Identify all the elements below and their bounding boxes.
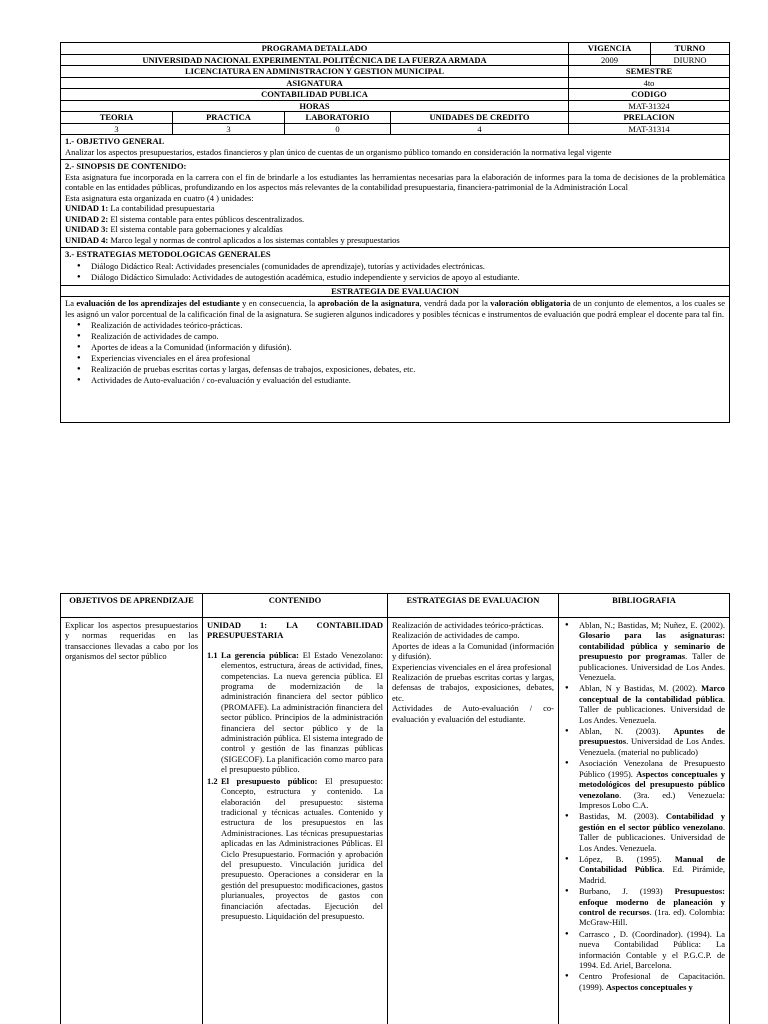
prelacion-value: MAT-31314 <box>569 123 730 135</box>
list-item: ● Aportes de ideas a la Comunidad (información y difusión). <box>65 342 725 353</box>
turno-value: DIURNO <box>651 54 730 66</box>
bib-item: ● Ablan, N y Bastidas, M. (2002). Marco conceptual de la contabilidad pública. Taller de publicaciones. Universidad de Los Andes. Venezuela. <box>563 683 725 725</box>
unidades-label: UNIDADES DE CREDITO <box>391 112 569 124</box>
list-item: Actividades de Auto-evaluación / co-evaluación y evaluación del estudiante. <box>392 703 554 724</box>
asignatura-value: CONTABILIDAD PUBLICA <box>61 89 569 101</box>
list-item: ● Experiencias vivenciales en el área profesional <box>65 353 725 364</box>
list-item: ● Realización de actividades teórico-prácticas. <box>65 320 725 331</box>
codigo-label: CODIGO <box>569 89 730 101</box>
detalle-table <box>60 593 730 1024</box>
vigencia-label: VIGENCIA <box>569 43 651 55</box>
bib-item: ● Bastidas, M. (2003). Contabilidad y gestión en el sector público venezolano. Taller de publicaciones. Universidad de Los Andes. Venezuela. <box>563 811 725 853</box>
bibliografia-cell <box>559 618 730 1024</box>
list-item: ● Diálogo Didáctico Simulado: Actividades de autogestión académica, estudio independiente y servicios de apoyo al estudiante. <box>65 272 725 283</box>
topic-item: 1.1 La gerencia pública: El Estado Venezolano: elementos, estructura, áreas de actividad, fines, competencias. La nueva gerencia pública. El programa de modernización de la administración financiera del sector público (PROMAFE). La administración financiera del sector público. Principios de la administración financiera del sector público y de la administración pública. El sistema integrado de control y gestión de las finanzas públicas (SIGECOF). La planificación como marco para el presupuesto público. <box>207 649 383 775</box>
sinopsis-text: Esta asignatura fue incorporada en la carrera con el fin de brindarle a los estudiantes las herramientas necesarias para la elaboración de informes para la toma de decisiones de la problemática contable en las entidades públicas, profundizando en los aspectos más relevantes de la contabilidad presupuestaria, financiera-patrimonial de la Administración Local <box>65 171 725 192</box>
sinopsis-unit: UNIDAD 3: El sistema contable para gobernaciones y alcaldías <box>65 224 283 234</box>
unidad-title: UNIDAD 1: LA CONTABILIDAD PRESUPUESTARIA <box>207 620 383 641</box>
objetivo-text: Analizar los aspectos presupuestarios, estados financieros y plan único de cuentas de un organismo público tomando en consideración la normativa legal vigente <box>65 146 612 157</box>
col-header-estrategias: ESTRATEGIAS DE EVALUACION <box>388 594 559 618</box>
turno-label: TURNO <box>651 43 730 55</box>
sinopsis-unit: UNIDAD 1: La contabilidad presupuestaria <box>65 203 215 213</box>
asignatura-label: ASIGNATURA <box>61 77 569 89</box>
horas-label: HORAS <box>61 100 569 112</box>
sinopsis-section <box>61 160 730 248</box>
list-item: Experiencias vivenciales en el área profesional <box>392 661 552 672</box>
unidades-value: 4 <box>391 123 569 135</box>
bib-item: ● Ablan, N. (2003). Apuntes de presupuestos. Universidad de Los Andes. Venezuela. (material no publicado) <box>563 726 725 757</box>
bib-item: ● Ablan, N.; Bastidas, M; Nuñez, E. (2002). Glosario para las asignaturas: contabilidad pública y seminario de presupuesto por programas. Taller de publicaciones. Universidad de Los Andes. Venezuela. <box>563 620 725 682</box>
practica-label: PRACTICA <box>173 112 285 124</box>
list-item: Realización de actividades de campo. <box>392 630 520 641</box>
estrategias-title: 3.- ESTRATEGIAS METODOLOGICAS GENERALES <box>65 249 271 259</box>
semestre-label: SEMESTRE <box>569 66 730 78</box>
estrategias-section <box>61 248 730 286</box>
objetivo-title: 1.- OBJETIVO GENERAL <box>65 136 165 146</box>
col-header-objetivos: OBJETIVOS DE APRENDIZAJE <box>61 594 203 618</box>
sinopsis-unit: UNIDAD 2: El sistema contable para entes públicos descentralizados. <box>65 213 305 224</box>
evaluacion-list <box>65 320 725 386</box>
evaluacion-section <box>61 297 730 423</box>
col-header-bibliografia: BIBLIOGRAFIA <box>559 594 730 618</box>
list-item: ● Realización de actividades de campo. <box>65 331 725 342</box>
objetivo-cell: Explicar los aspectos presupuestarios y normas requeridas en las transacciones llevadas a cabo por los organismos del sector público <box>61 618 203 1024</box>
laboratorio-label: LABORATORIO <box>285 112 391 124</box>
prelacion-label: PRELACION <box>569 112 730 124</box>
bib-item: ● Burbano, J. (1993) Presupuestos: enfoque moderno de planeación y control de recursos. (1ra. ed). Colombia: McGraw-Hill. <box>563 886 725 928</box>
universidad-name: UNIVERSIDAD NACIONAL EXPERIMENTAL POLITÉCNICA DE LA FUERZA ARMADA <box>61 54 569 66</box>
evaluacion-text: La evaluación de los aprendizajes del estudiante y en consecuencia, la aprobación de la asignatura, vendrá dada por la valoración obligatoria de un conjunto de elementos, a los cuales se les asignó un valor porcentual de la calificación final de la asignatura. Se sugieren algunos indicadores y posibles técnicas e instrumentos de evaluación que podrá emplear el docente para tal fin. <box>65 298 726 319</box>
list-item: ● Diálogo Didáctico Real: Actividades presenciales (comunidades de aprendizaje), tutorías y actividades electrónicas. <box>65 261 725 272</box>
list-item: Aportes de ideas a la Comunidad (información y difusión). <box>392 640 554 662</box>
evaluacion-title: ESTRATEGIA DE EVALUACION <box>61 285 730 297</box>
bib-item: ● Carrasco , D. (Coordinador). (1994). La nueva Contabilidad Pública: La información Contable y el P.G.C.P. de 1994. Ed. Ariel, Barcelona. <box>563 929 725 971</box>
bib-item: ● Centro Profesional de Capacitación. (1999). Aspectos conceptuales y <box>563 971 725 992</box>
codigo-value: MAT-31324 <box>569 100 730 112</box>
list-item: Realización de actividades teórico-prácticas. <box>392 620 544 630</box>
practica-value: 3 <box>173 123 285 135</box>
laboratorio-value: 0 <box>285 123 391 135</box>
semestre-value: 4to <box>569 77 730 89</box>
topic-item: 1.2 El presupuesto público: El presupuesto: Concepto, estructura y contenido. La elaboración del presupuesto: sistema tradicional y técnicas actuales. Contenido y estructura de los presupuestos en las Administraciones. Las técnicas presupuestarias aplicadas en las Administraciones Públicas. El Ciclo Presupuestario. Formación y aprobación del presupuesto. Vinculación jurídica del presupuesto. Operaciones a considerar en la gestión del presupuesto: modificaciones, gastos plurianuales, proyectos de gastos con financiación afectadas. Ejecución del presupuesto. Liquidación del presupuesto. <box>207 775 383 921</box>
bib-item: ● López, B. (1995). Manual de Contabilidad Pública. Ed. Pirámide, Madrid. <box>563 854 725 885</box>
programa-table <box>60 42 730 423</box>
bib-item: ● Asociación Venezolana de Presupuesto Público (1995). Aspectos conceptuales y metodológicos del presupuesto público venezolano. (3ra. ed.) Venezuela: Impresos Lobo C.A. <box>563 758 725 810</box>
teoria-label: TEORIA <box>61 112 173 124</box>
contenido-cell <box>203 618 388 1024</box>
licenciatura-name: LICENCIATURA EN ADMINISTRACION Y GESTION MUNICIPAL <box>61 66 569 78</box>
sinopsis-intro: Esta asignatura esta organizada en cuatro (4 ) unidades: <box>65 192 254 203</box>
programa-title: PROGRAMA DETALLADO <box>61 43 569 55</box>
objetivo-section <box>61 135 730 160</box>
estrategias-list <box>65 261 725 283</box>
vigencia-value: 2009 <box>569 54 651 66</box>
list-item: ● Realización de pruebas escritas cortas y largas, defensas de trabajos, exposiciones, debates, etc. <box>65 364 725 375</box>
bibliografia-list <box>563 620 725 992</box>
list-item: Realización de pruebas escritas cortas y largas, defensas de trabajos, exposiciones, debates, etc. <box>392 672 554 703</box>
list-item: ● Actividades de Auto-evaluación / co-evaluación y evaluación del estudiante. <box>65 375 725 386</box>
col-header-contenido: CONTENIDO <box>203 594 388 618</box>
estrategias-cell <box>388 618 559 1024</box>
teoria-value: 3 <box>61 123 173 135</box>
sinopsis-title: 2.- SINOPSIS DE CONTENIDO: <box>65 161 187 171</box>
sinopsis-unit: UNIDAD 4: Marco legal y normas de control aplicados a los sistemas contables y presupuestarios <box>65 234 400 245</box>
